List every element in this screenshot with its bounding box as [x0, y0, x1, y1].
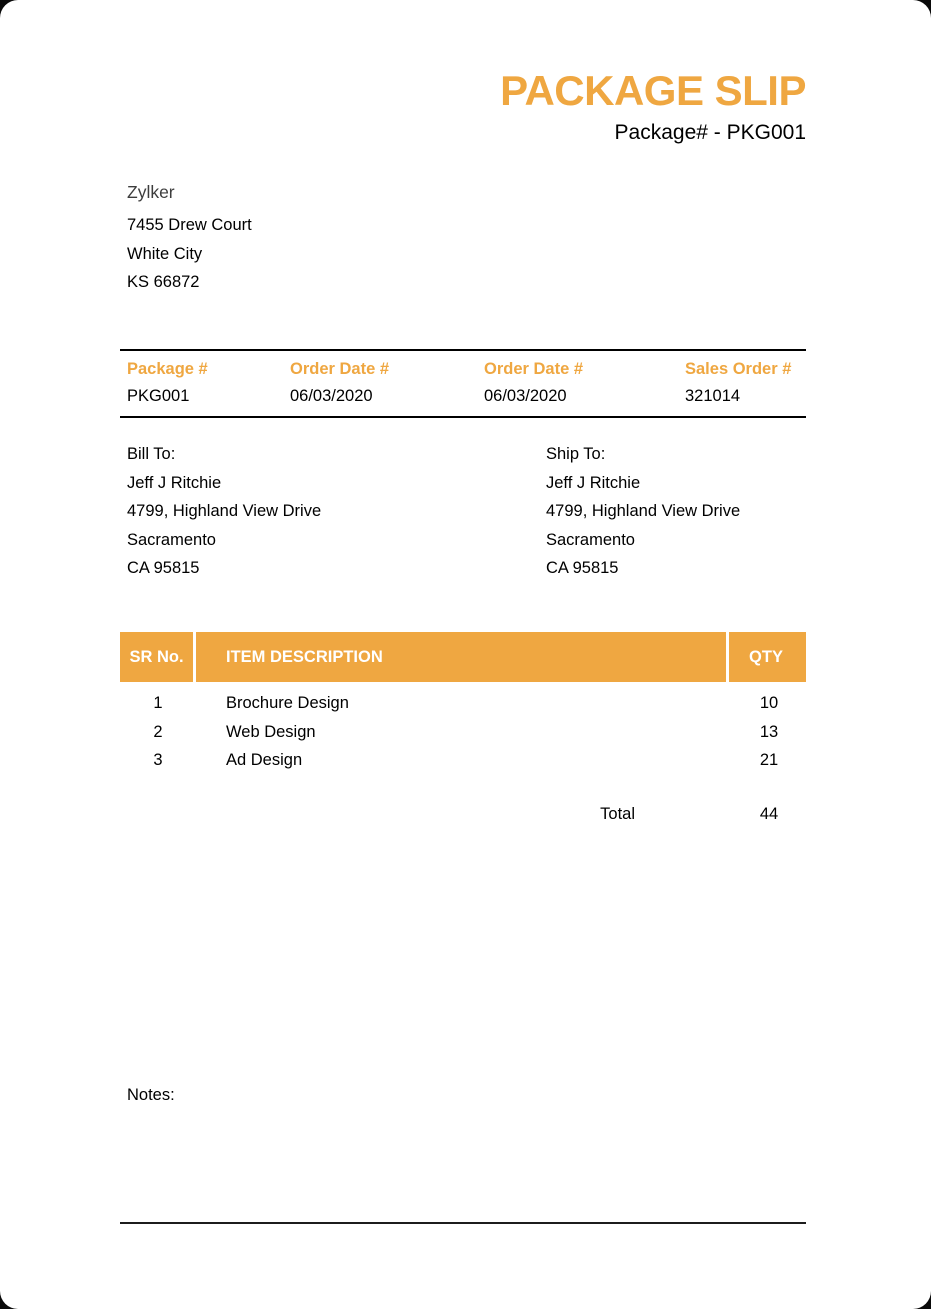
- company-address-line: White City: [127, 244, 203, 263]
- total-qty-value: 44: [759, 805, 779, 824]
- bill-to-label: Bill To:: [127, 445, 176, 463]
- footer-divider: [120, 1222, 806, 1224]
- ship-to-line: Sacramento: [546, 530, 635, 549]
- info-value-package: PKG001: [127, 387, 190, 405]
- ship-to-line: 4799, Highland View Drive: [546, 502, 741, 520]
- item-sr-no: 1: [153, 693, 163, 712]
- bill-to-line: 4799, Highland View Drive: [127, 502, 322, 520]
- order-info-header-row: [120, 356, 806, 383]
- item-description: Brochure Design: [226, 693, 349, 712]
- item-description: Ad Design: [226, 751, 303, 770]
- item-sr-no: 3: [153, 751, 163, 770]
- item-description: Web Design: [226, 722, 316, 741]
- items-header-description: ITEM DESCRIPTION: [196, 632, 729, 682]
- item-sr-no: 2: [153, 722, 163, 741]
- document-header: [120, 68, 806, 145]
- bill-to-line: CA 95815: [127, 559, 200, 577]
- item-qty: 10: [759, 693, 779, 712]
- company-address-line: 7455 Drew Court: [127, 216, 252, 234]
- info-header-order-date-1: Order Date #: [290, 360, 390, 378]
- items-table-header: [120, 632, 806, 682]
- bill-to-line: Sacramento: [127, 530, 216, 549]
- ship-to-label: Ship To:: [546, 445, 606, 463]
- company-address-block: [127, 182, 252, 297]
- info-header-package: Package #: [127, 360, 208, 378]
- info-value-sales-order: 321014: [685, 387, 741, 405]
- company-name: Zylker: [127, 182, 175, 202]
- total-row: [120, 805, 806, 824]
- bill-to-line: Jeff J Ritchie: [127, 473, 222, 492]
- item-qty: 13: [759, 722, 779, 741]
- items-header-sr-no: SR No.: [120, 632, 196, 682]
- ship-to-block: [546, 440, 740, 583]
- info-header-sales-order: Sales Order #: [685, 360, 792, 378]
- item-qty: 21: [759, 751, 779, 770]
- ship-to-line: Jeff J Ritchie: [546, 473, 641, 492]
- order-info-value-row: [120, 383, 806, 410]
- table-row: [120, 718, 806, 747]
- items-table-body: [120, 689, 806, 775]
- info-header-order-date-2: Order Date #: [484, 360, 584, 378]
- table-row: [120, 746, 806, 775]
- items-header-qty: QTY: [749, 647, 783, 666]
- document-title: PACKAGE SLIP: [500, 67, 806, 114]
- bill-to-block: [127, 440, 321, 583]
- table-row: [120, 689, 806, 718]
- package-number: Package# - PKG001: [614, 121, 806, 145]
- items-table: [120, 632, 806, 824]
- notes-label: Notes:: [127, 1086, 175, 1104]
- ship-to-line: CA 95815: [546, 559, 619, 577]
- order-info-table: [120, 349, 806, 418]
- info-value-order-date-2: 06/03/2020: [484, 387, 567, 405]
- company-address-line: KS 66872: [127, 273, 200, 291]
- page-content: [120, 0, 806, 1309]
- total-label: Total: [600, 805, 635, 824]
- info-value-order-date-1: 06/03/2020: [290, 387, 373, 405]
